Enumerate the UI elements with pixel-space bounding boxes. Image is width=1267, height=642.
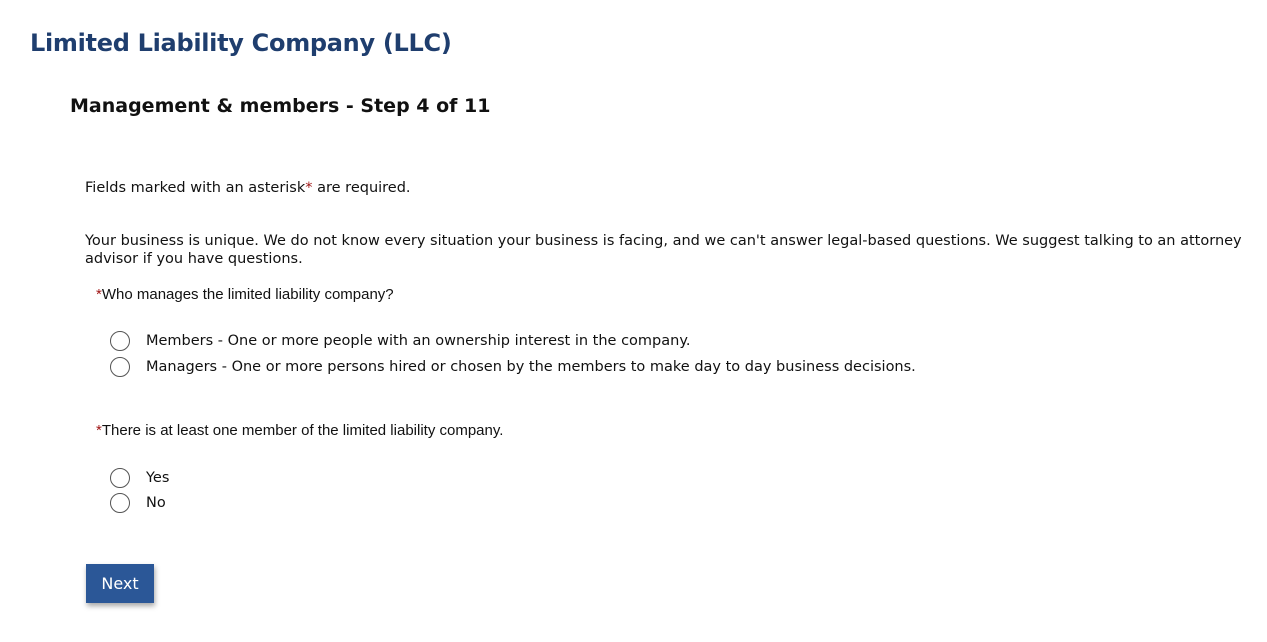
radio-option-yes[interactable] bbox=[110, 467, 169, 489]
question-member-exists-label: There is at least one member of the limited liability company. bbox=[101, 422, 504, 439]
page-title: Limited Liability Company (LLC) bbox=[30, 29, 452, 57]
step-title: Management & members - Step 4 of 11 bbox=[70, 95, 491, 117]
required-asterisk: * bbox=[96, 286, 102, 303]
disclaimer-line-1: Your business is unique. We do not know every situation your business is facing, and we can't answer legal-based questions. We suggest talking to an attorney bbox=[85, 233, 1242, 249]
next-button[interactable]: Next bbox=[86, 564, 154, 603]
radio-button[interactable] bbox=[110, 331, 130, 351]
required-asterisk: * bbox=[96, 422, 102, 439]
radio-option-label[interactable]: No bbox=[146, 495, 166, 511]
required-asterisk: * bbox=[305, 180, 313, 196]
radio-option-managers[interactable] bbox=[110, 356, 916, 378]
disclaimer-line-2: advisor if you have questions. bbox=[85, 251, 303, 267]
radio-option-no[interactable] bbox=[110, 492, 166, 514]
disclaimer-text bbox=[85, 232, 1267, 268]
radio-option-members[interactable] bbox=[110, 330, 690, 352]
radio-option-label[interactable]: Yes bbox=[146, 470, 170, 486]
question-management-label: Who manages the limited liability company? bbox=[101, 286, 394, 303]
required-fields-note bbox=[85, 179, 411, 197]
required-note-prefix: Fields marked with an asterisk bbox=[85, 180, 306, 196]
radio-button[interactable] bbox=[110, 468, 130, 488]
radio-option-label[interactable]: Managers - One or more persons hired or chosen by the members to make day to day business decisions. bbox=[146, 359, 916, 375]
question-member-exists bbox=[96, 422, 503, 439]
radio-button[interactable] bbox=[110, 493, 130, 513]
radio-button[interactable] bbox=[110, 357, 130, 377]
required-note-suffix: are required. bbox=[312, 180, 411, 196]
radio-option-label[interactable]: Members - One or more people with an ownership interest in the company. bbox=[146, 333, 691, 349]
question-management bbox=[96, 286, 394, 303]
